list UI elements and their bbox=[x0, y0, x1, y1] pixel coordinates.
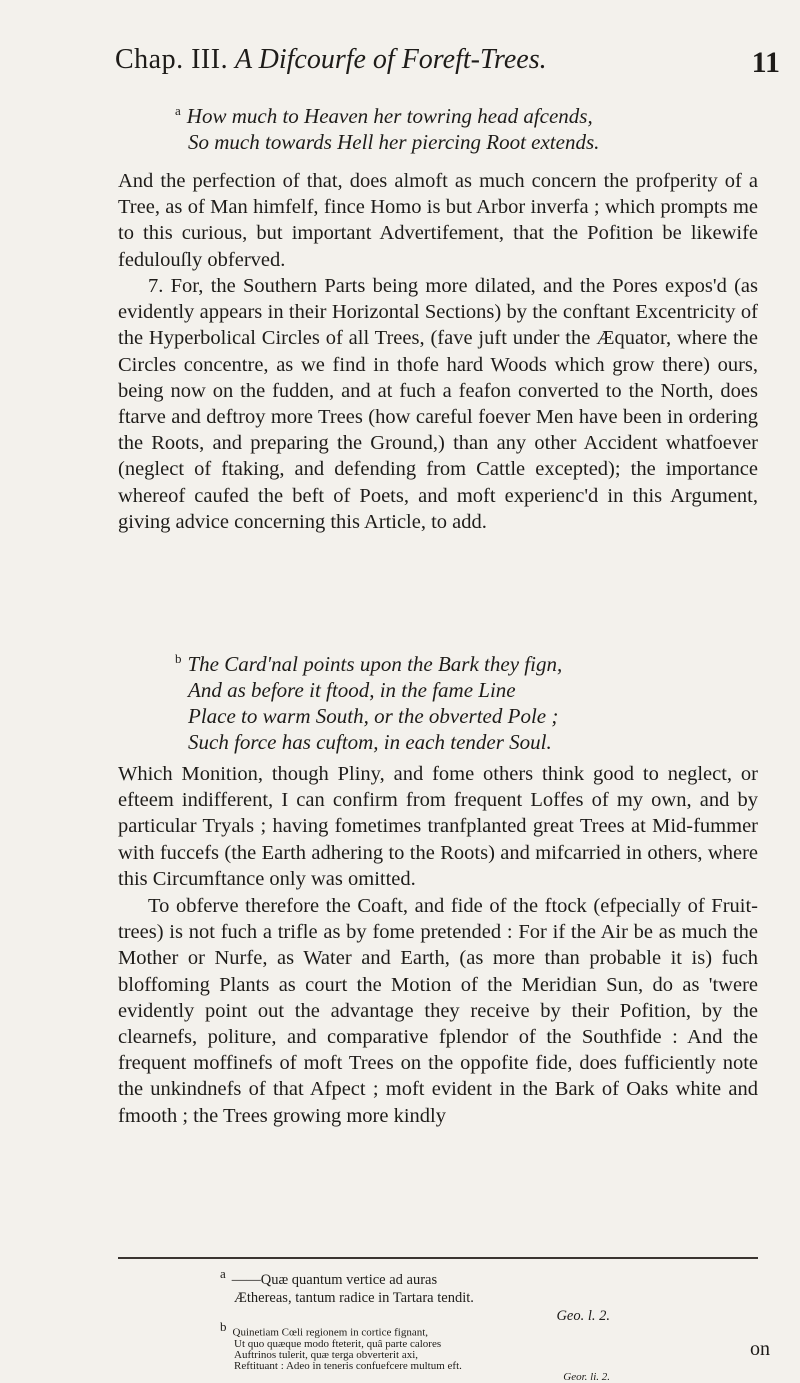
chapter-label: Chap. III. bbox=[115, 44, 229, 75]
verse-line: $^a$ How much to Heaven her towring head afcends, bbox=[175, 103, 593, 128]
footnote-marker: b bbox=[175, 651, 182, 666]
footnote-source: Geo. l. 2. bbox=[556, 1307, 610, 1324]
verse-b bbox=[175, 646, 562, 755]
footnote-source: Geor. li. 2. bbox=[563, 1370, 610, 1383]
footnote-a bbox=[220, 1265, 650, 1325]
footnote-line: b Quinetiam Cœli regionem in cortice fignant, bbox=[220, 1319, 429, 1339]
paragraph-text: To obferve therefore the Coaft, and fide of the ftock (efpecially of Fruit-trees) is not fuch a trifle as by fome pretended : For if the Air be as much the Mother or Nurfe, as Water and Earth, (as more than probable it is) fuch bloffoming Plants as court the Motion of the Meridian Sun, do as 'twere evidently point out the advantage they receive by their Pofition, by the clearnefs, politure, and comparative fplendor of the Southfide : And the frequent moffinefs of moft Trees on the oppofite fide, does fufficiently note the unkindnefs of that Afpect ; moft evident in the Bark of Oaks white and fmooth ; the Trees growing more kindly bbox=[118, 895, 758, 1127]
paragraph-2 bbox=[118, 273, 758, 535]
paragraph-text: 7. For, the Southern Parts being more dilated, and the Pores expos'd (as evidently appears in their Horizontal Sections) by the conftant Excentricity of the Hyperbolical Circles of all Trees, (fave juft under the Æquator, where the Circles concentre, as we find in thofe hard Woods which grow there) ours, being now on the fudden, and at fuch a feafon converted to the North, does ftarve and deftroy more Trees (how careful foever Men have been in ordering the Roots, and preparing the Ground,) than any other Accident whatfoever (neglect of ftaking, and defending from Cattle excepted); the importance whereof caufed the beft of Poets, and moft experienc'd in this Argument, giving advice concerning this Article, to add. bbox=[118, 275, 758, 533]
catchword: on bbox=[750, 1338, 770, 1360]
verse-line: And as before it ftood, in the fame Line bbox=[188, 678, 516, 702]
footnote-line: Reftituant : Adeo in teneris confuefcere multum eft. bbox=[234, 1359, 462, 1372]
verse-line: $^b$ The Card'nal points upon the Bark they fign, bbox=[175, 651, 563, 676]
running-title bbox=[235, 44, 547, 76]
verse-line: Such force has cuftom, in each tender Soul. bbox=[188, 730, 552, 754]
footnote-line: Æthereas, tantum radice in Tartara tendit. bbox=[234, 1289, 474, 1306]
paragraph-3 bbox=[118, 761, 758, 892]
title-article: A bbox=[235, 44, 252, 75]
paragraph-text: Which Monition, though Pliny, and fome others think good to neglect, or efteem indifferent, I can confirm from frequent Loffes of my own, and by particular Tryals ; having fometimes tranfplanted great Trees at Mid-fummer with fuccefs (the Earth adhering to the Roots) and mifcarried in others, where this Circumftance only was omitted. bbox=[118, 763, 758, 890]
footnote-divider bbox=[118, 1257, 758, 1259]
page-number: 11 bbox=[751, 46, 780, 79]
footnote-line: a ——Quæ quantum vertice ad auras bbox=[220, 1266, 438, 1288]
running-header bbox=[115, 44, 780, 84]
footnote-marker: a bbox=[175, 103, 181, 118]
footnote-marker: a bbox=[220, 1266, 226, 1281]
paragraph-1 bbox=[118, 168, 758, 273]
footnote-b bbox=[220, 1321, 650, 1383]
title-text: Difcourfe of Foreft-Trees. bbox=[258, 44, 547, 75]
paragraph-text: And the perfection of that, does almoft as much concern the profperity of a Tree, as of Man himfelf, fince Homo is but Arbor inverfa ; which prompts me to this curious, but important Advertifement, that the Pofition be likewife fedulouſly obferved. bbox=[118, 170, 758, 271]
verse-line: So much towards Hell her piercing Root extends. bbox=[188, 130, 600, 154]
verse-line: Place to warm South, or the obverted Pole ; bbox=[188, 704, 559, 728]
verse-a bbox=[175, 98, 599, 155]
footnote-line: Auftrinos tulerit, quæ terga obverterit axi, bbox=[234, 1348, 419, 1361]
footnote-marker: b bbox=[220, 1319, 227, 1334]
footnote-line: Ut quo quæque modo fteterit, quâ parte calores bbox=[234, 1337, 442, 1350]
paragraph-4 bbox=[118, 893, 758, 1129]
